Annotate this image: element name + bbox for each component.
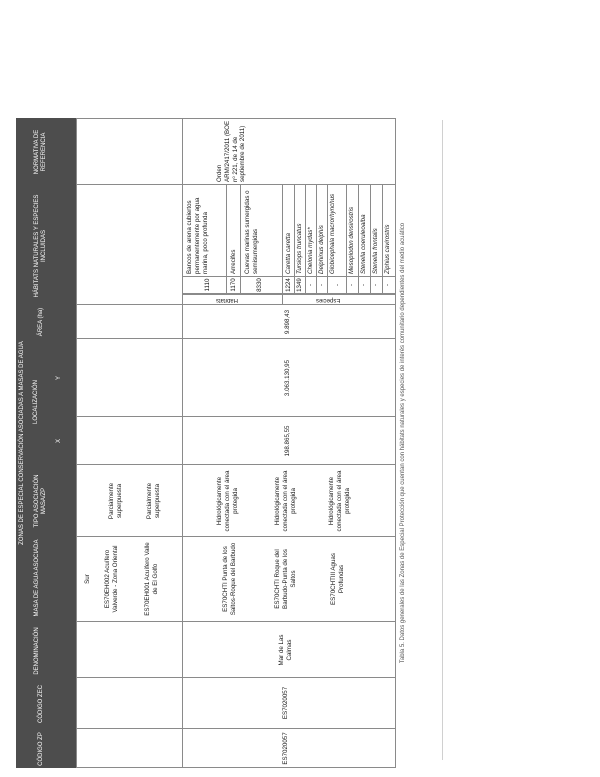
- row-line: [294, 185, 295, 293]
- species-code-8: -: [372, 283, 379, 287]
- col-line: [76, 416, 396, 417]
- header-normativa: NORMATIVA DE REFERENCIA: [34, 129, 48, 175]
- col-line: [76, 304, 396, 305]
- row-line: [316, 185, 317, 293]
- row-line: [382, 185, 383, 293]
- row-line: [370, 185, 371, 293]
- species-name-7: Stenella coeruleoalba: [360, 214, 367, 274]
- species-name-9: Ziphius cavirostris: [384, 224, 391, 274]
- col-line: [76, 728, 396, 729]
- header-area: ÁREA (ha): [38, 307, 44, 337]
- y-value: 3.063.130,95: [284, 359, 291, 397]
- header-codigo-zec: CÓDIGO ZEC: [38, 685, 44, 724]
- masa-value-3: ES70CHTIII Aguas Profundas: [330, 553, 345, 605]
- tipo-value-2: Hidrológicamente conectada con el área protegida: [274, 470, 297, 532]
- habitat-name-2: Arrecifes: [230, 249, 237, 274]
- tipo-row-3: Parcialmente superpuesta: [146, 482, 161, 520]
- area-value: 9.898,43: [284, 309, 291, 335]
- header-tipo: TIPO ASOCIACIÓN MASA/ZP: [34, 474, 48, 528]
- header-x: X: [56, 439, 62, 444]
- species-code-1: 1224: [285, 278, 292, 292]
- normativa-value: Orden ARM/2417/2011 (BOE nº 221, de 14 de septiembre de 2011): [216, 120, 247, 182]
- masa-value-1: ES70CHTI Punta de los Saltos-Roque del Barbudo: [222, 542, 237, 616]
- row-line: [182, 118, 183, 768]
- masa-row-3: ES70EH001 Acuífero Valle de El Golfo: [144, 542, 159, 616]
- codigo-zec-value: ES7020057: [282, 686, 289, 720]
- habitat-code-1: 1110: [204, 278, 211, 292]
- table-caption: Tabla 5. Datos generales de las Zonas de Especial Protección que cuentan con hábitats naturales y especies de interés comunitario dependientes del medio acuático: [400, 222, 406, 664]
- row-line: [282, 185, 283, 304]
- species-code-2: 1349: [296, 278, 303, 292]
- row-line: [226, 185, 227, 293]
- col-line: [182, 293, 396, 294]
- header-denominacion: DENOMINACIÓN: [34, 627, 40, 675]
- col-line: [76, 184, 396, 185]
- header-habitats: HÁBITATS NATURALES Y ESPECIES INCLUIDAS: [34, 194, 48, 298]
- species-code-5: -: [334, 283, 341, 287]
- row-line: [327, 185, 328, 293]
- species-name-2: Tursiops truncatus: [296, 223, 303, 274]
- habitat-code-2: 1170: [230, 278, 237, 292]
- species-name-6: Mesoplodon densirostris: [348, 206, 355, 274]
- species-name-4: Delphinus delphis: [318, 225, 325, 274]
- habitat-code-3: 8330: [256, 278, 263, 292]
- species-code-3: -: [307, 283, 314, 287]
- col-line: [76, 621, 396, 622]
- group-label-especies: Especies: [316, 297, 341, 303]
- masa-row-1: Sur: [84, 574, 91, 584]
- species-code-4: -: [318, 283, 325, 287]
- tipo-value-1: Hidrológicamente conectada con el área protegida: [216, 470, 239, 532]
- page-divider: [442, 120, 443, 760]
- masa-value-2: ES70CHTI Roque del Barbudo-Punta de los Saltos: [274, 549, 297, 609]
- header-y: Y: [56, 376, 62, 381]
- species-name-1: Caretta caretta: [285, 233, 292, 274]
- row-line: [305, 185, 306, 293]
- habitat-name-3: Cuevas marinas sumergidas o semisumergidas: [244, 190, 259, 274]
- species-code-6: -: [348, 283, 355, 287]
- species-name-8: Stenella frontalis: [372, 228, 379, 274]
- masa-row-2: ES70EH002 Acuífero Valverde - Zona Oriental: [104, 545, 119, 613]
- header-masa-agua: MASA DE AGUA ASOCIADA: [34, 539, 40, 617]
- col-line: [76, 464, 396, 465]
- rotated-table: [16, 118, 406, 768]
- row-line: [358, 185, 359, 293]
- tipo-row-2: Parcialmente superpuesta: [108, 482, 123, 520]
- codigo-zp-value: ES7020057: [282, 732, 289, 765]
- tipo-value-3: Hidrológicamente conectada con el área protegida: [328, 470, 351, 532]
- col-line: [76, 536, 396, 537]
- species-name-3: Chelonia mydas*: [307, 227, 314, 274]
- col-line: [76, 677, 396, 678]
- row-line: [346, 185, 347, 293]
- group-label-habitats: Hábitats: [216, 297, 239, 303]
- table-title: ZONAS DE ESPECIAL CONSERVACIÓN ASOCIADAS A MASAS DE AGUA: [19, 341, 25, 545]
- row-line: [240, 185, 241, 293]
- x-value: 198.865,55: [284, 425, 291, 457]
- header-codigo-zp: CÓDIGO ZP: [38, 732, 44, 766]
- species-code-7: -: [360, 283, 367, 287]
- col-line: [76, 338, 396, 339]
- species-name-5: Globicephala macrorhynchus: [329, 193, 336, 274]
- habitat-name-1: Bancos de arena cubiertos permanentemente por agua marina, poco profunda: [186, 197, 209, 274]
- species-code-9: -: [384, 283, 391, 287]
- denominacion-value: Mar de Las Calmas: [278, 634, 293, 666]
- header-localizacion: LOCALIZACIÓN: [33, 380, 39, 425]
